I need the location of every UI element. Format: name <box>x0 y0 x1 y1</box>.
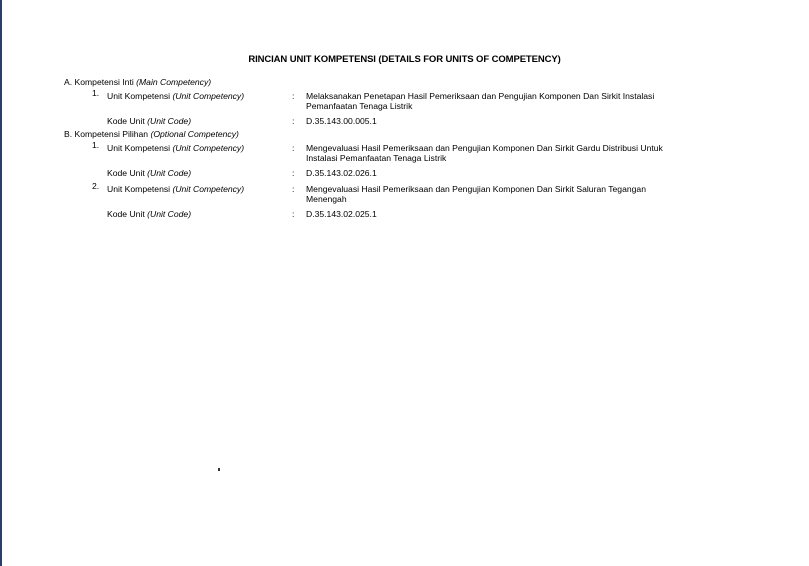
code-label-text: Kode Unit <box>107 116 145 126</box>
unit-label-en-text: (Unit Competency) <box>172 91 245 101</box>
colon: : <box>292 91 295 101</box>
unit-value-line1: Mengevaluasi Hasil Pemeriksaan dan Pengujian Komponen Dan Sirkit Saluran Tegangan <box>306 184 646 194</box>
unit-a1-number: 1. <box>92 88 100 98</box>
document-title: RINCIAN UNIT KOMPETENSI (DETAILS FOR UNITS OF COMPETENCY) <box>248 54 561 65</box>
unit-label-text: Unit Kompetensi <box>107 184 171 194</box>
section-a-label: Kompetensi Inti <box>74 77 134 87</box>
unit-b2-value <box>306 184 706 204</box>
section-a-letter: A. <box>64 77 73 87</box>
page-left-edge <box>0 0 2 566</box>
section-b-label: Kompetensi Pilihan <box>74 129 149 139</box>
section-b-header <box>64 129 239 139</box>
unit-a1-label <box>107 91 244 101</box>
unit-value-line2: Instalasi Pemanfaatan Tenaga Listrik <box>306 153 447 163</box>
colon: : <box>292 143 295 153</box>
colon: : <box>292 116 295 126</box>
section-a-header <box>64 77 211 87</box>
code-b1-label <box>107 168 191 178</box>
unit-label-en-text: (Unit Competency) <box>172 184 245 194</box>
unit-b2-label <box>107 184 244 194</box>
code-label-en-text: (Unit Code) <box>147 209 192 219</box>
unit-a1-value <box>306 91 706 111</box>
section-b-label-en: (Optional Competency) <box>150 129 239 139</box>
code-a1-value: D.35.143.00.005.1 <box>306 116 377 126</box>
unit-b1-value <box>306 143 706 163</box>
code-a1-label <box>107 116 191 126</box>
section-b-letter: B. <box>64 129 73 139</box>
unit-b2-number: 2. <box>92 181 100 191</box>
unit-value-line1: Melaksanakan Penetapan Hasil Pemeriksaan dan Pengujian Komponen Dan Sirkit Instalasi <box>306 91 655 101</box>
unit-value-line2: Pemanfaatan Tenaga Listrik <box>306 101 413 111</box>
colon: : <box>292 184 295 194</box>
unit-b1-label <box>107 143 244 153</box>
code-b2-label <box>107 209 191 219</box>
unit-label-text: Unit Kompetensi <box>107 143 171 153</box>
unit-label-en-text: (Unit Competency) <box>172 143 245 153</box>
code-label-en-text: (Unit Code) <box>147 116 192 126</box>
code-label-text: Kode Unit <box>107 168 145 178</box>
scan-speck <box>218 468 220 471</box>
unit-value-line2: Menengah <box>306 194 347 204</box>
code-label-text: Kode Unit <box>107 209 145 219</box>
code-b1-value: D.35.143.02.026.1 <box>306 168 377 178</box>
section-a-label-en: (Main Competency) <box>136 77 212 87</box>
colon: : <box>292 168 295 178</box>
code-b2-value: D.35.143.02.025.1 <box>306 209 377 219</box>
code-label-en-text: (Unit Code) <box>147 168 192 178</box>
colon: : <box>292 209 295 219</box>
unit-b1-number: 1. <box>92 140 100 150</box>
unit-label-text: Unit Kompetensi <box>107 91 171 101</box>
unit-value-line1: Mengevaluasi Hasil Pemeriksaan dan Pengujian Komponen Dan Sirkit Gardu Distribusi Untuk <box>306 143 663 153</box>
